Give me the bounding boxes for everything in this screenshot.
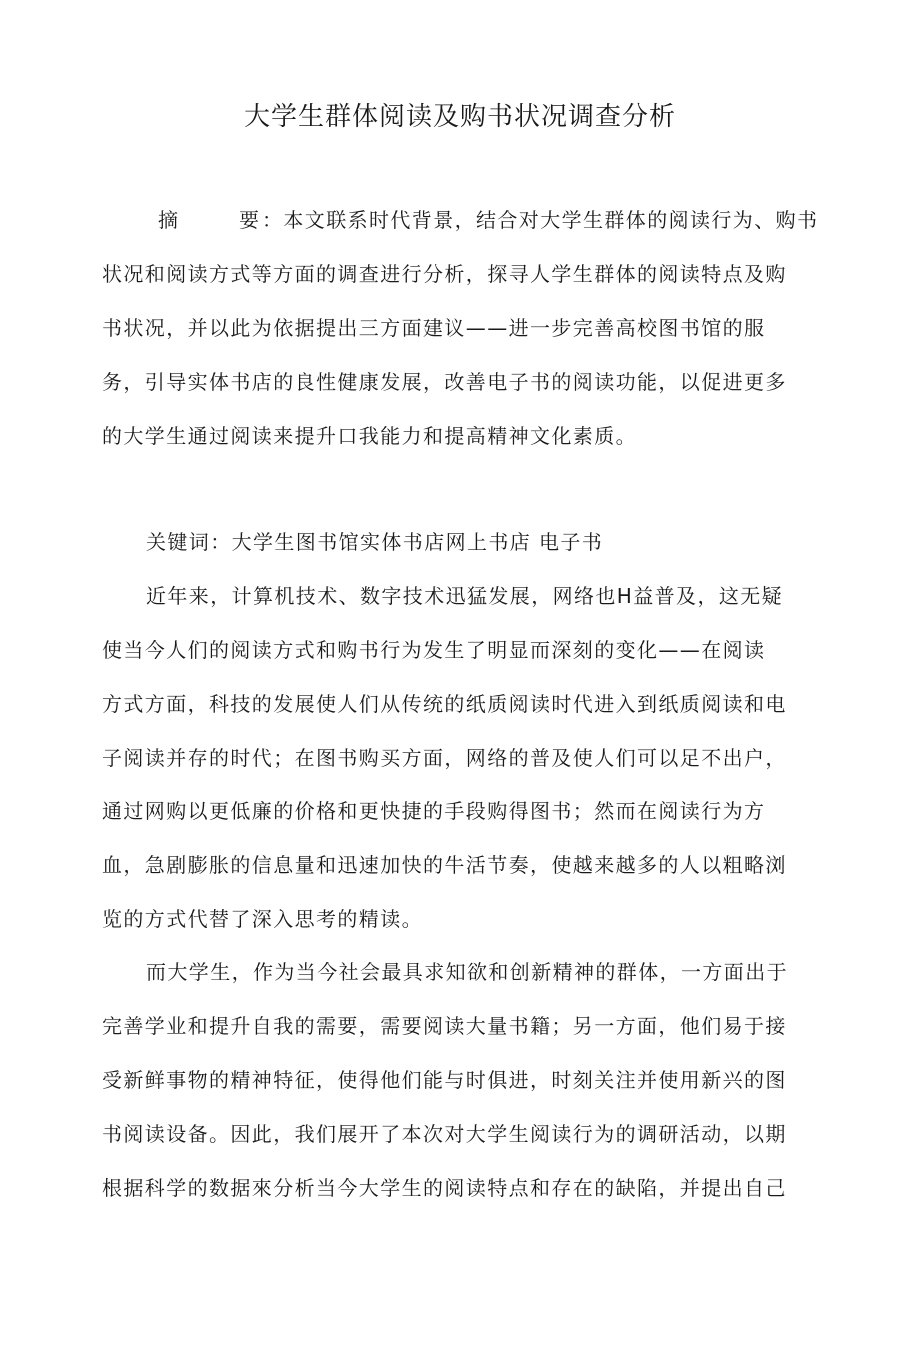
abstract-line: 书状况，并以此为依据提出三方面建议——进一步完善高校图书馆的服 <box>102 316 766 340</box>
paragraph-line: 完善学业和提升自我的需要，需要阅读大量书籍；另一方面，他们易于接 <box>102 1014 787 1038</box>
keywords: 关键词：大学生图书馆实体书店网上书店 电子书 <box>146 530 604 554</box>
document-title: 大学生群体阅读及购书状况调查分析 <box>243 102 676 132</box>
paragraph-line: 览的方式代替了深入思考的精读。 <box>102 907 423 931</box>
paragraph-line: 而大学生，作为当今社会最具求知欲和创新精神的群体，一方面出于 <box>146 960 788 984</box>
abstract-label-1: 摘 <box>158 208 180 232</box>
paragraph-line: 受新鲜事物的精神特征，使得他们能与时俱进，时刻关注并使用新兴的图 <box>102 1068 787 1092</box>
paragraph-line: 根据科学的数据來分析当今大学生的阅读特点和存在的缺陷，并提出自己 <box>102 1176 787 1200</box>
paragraph-line: 书阅读设备。因此，我们展开了本次对大学生阅读行为的调研活动，以期 <box>102 1122 787 1146</box>
abstract-line: 状况和阅读方式等方面的调查进行分析，探寻人学生群体的阅读特点及购 <box>102 262 787 286</box>
abstract-line: 务，引导实体书店的良性健康发展，改善电子书的阅读功能，以促进更多 <box>102 370 787 394</box>
paragraph-line: 使当今人们的阅读方式和购书行为发生了明显而深刻的变化——在阅读 <box>102 638 766 662</box>
paragraph-line: 近年来，计算机技术、数字技术迅猛发展，网络也H益普及，这无疑 <box>146 584 784 608</box>
paragraph-line: 子阅读并存的时代；在图书购买方面，网络的普及使人们可以足不出户， <box>102 746 787 770</box>
abstract-line: ：本文联系时代背景，结合对大学生群体的阅读行为、购书 <box>262 208 819 232</box>
paragraph-line: 通过网购以更低廉的价格和更快捷的手段购得图书；然而在阅读行为方 <box>102 799 766 823</box>
abstract-label-2: 要 <box>239 208 261 232</box>
paragraph-line: 方式方面，科技的发展使人们从传统的纸质阅读时代进入到纸质阅读和电 <box>102 692 787 716</box>
paragraph-line: 血，急剧膨胀的信息量和迅速加快的牛活节奏，使越来越多的人以粗略浏 <box>102 853 787 877</box>
abstract-line: 的大学生通过阅读来提升口我能力和提高精神文化素质。 <box>102 424 637 448</box>
